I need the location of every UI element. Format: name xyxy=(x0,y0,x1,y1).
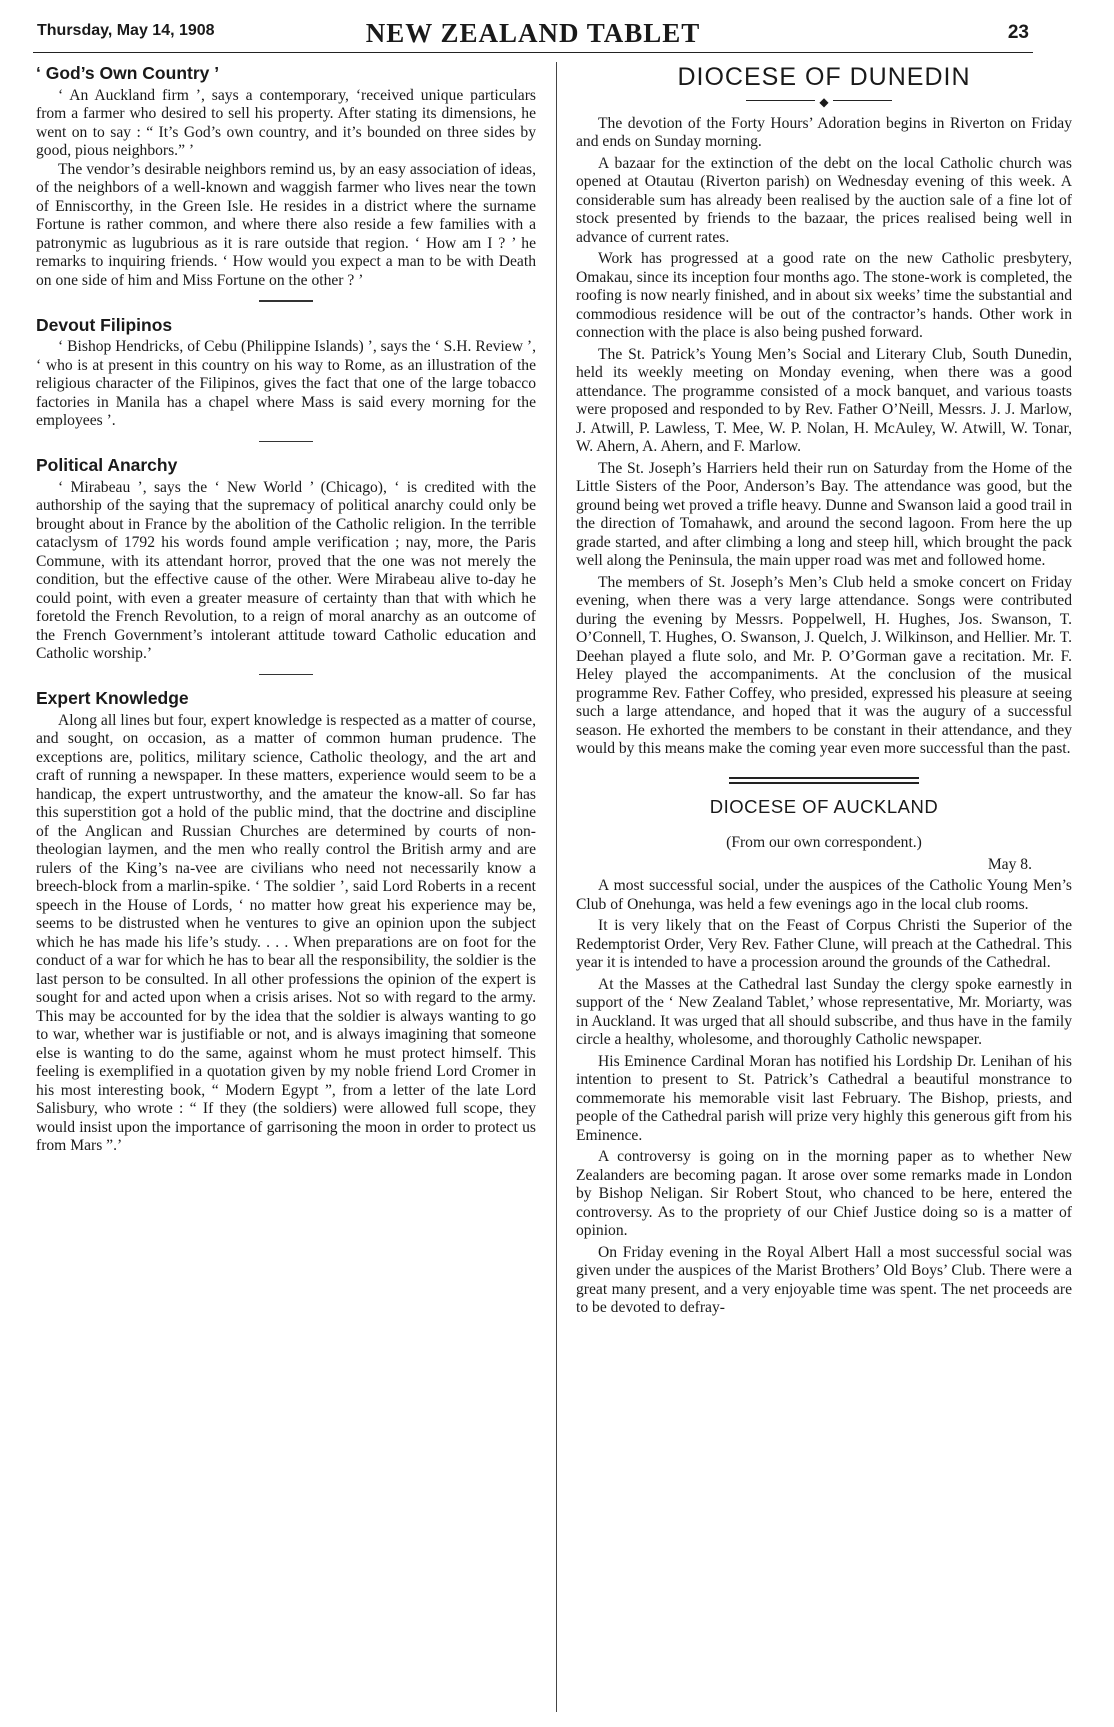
news-paragraph: The members of St. Joseph’s Men’s Club held a smoke concert on Friday evening, when there was a very large attendance. Songs were contributed during the evening by Messrs. Poppelwell, H. Hughes, Jos. Swanson, T. O’Connell, T. Hughes, O. Swanson, J. Quelch, J. Wilkinson, and Hellier. Mr. T. Deehan played a flute solo, and Mr. P. O’Gorman gave a recitation. Mr. F. Heley played the accompaniments. At the conclusion of the musical programme Rev. Father Coffey, who presided, expressed his pleasure at seeing such a large attendance, and hoped that it was the augury of a successful season. He exhorted the members to be constant in their attendance, and they would by this means make the coming year even more successful than the past. xyxy=(576,573,1072,757)
section-heading: Devout Filipinos xyxy=(36,314,173,335)
diocese-heading: DIOCESE OF AUCKLAND xyxy=(709,795,939,817)
article-paragraph: ‘ An Auckland firm ’, says a contemporary, ‘received unique particulars from a farmer who desired to sell his property. After stating its dimensions, he went on to say : “ It’s God’s own country, and it’s bounded on three sides by good, pious neighbors.” ’ xyxy=(36,86,536,159)
news-paragraph: Work has progressed at a good rate on the new Catholic presbytery, Omakau, since its inception four months ago. The stone-work is completed, the roofing is now nearly finished, and in about six weeks’ time the substantial and commodious residence will be out of the contractor’s hands. Other work in connection with the place is also being pushed forward. xyxy=(576,250,1072,341)
news-paragraph: The St. Joseph’s Harriers held their run on Saturday from the Home of the Little Sisters of the Poor, Anderson’s Bay. The attendance was good, but the ground being wet proved a trifle heavy. Dunne and Swanson laid a good trail in the direction of Tomahawk, and around the second lagoon. From here the up grade started, and after climbing a long and steep hill, which brought the pack well along the Peninsula, the main upper road was met and followed home. xyxy=(576,459,1072,569)
heading-ornament xyxy=(576,93,1072,107)
news-paragraph: A most successful social, under the auspices of the Catholic Young Men’s Club of Onehunga, was held a few evenings ago in the local club rooms. xyxy=(576,877,1072,913)
section-heading: Expert Knowledge xyxy=(36,688,189,708)
news-paragraph: On Friday evening in the Royal Albert Hall a most successful social was given under the auspices of the Marist Brothers’ Old Boys’ Club. There were a great many present, and a very enjoyable time was spent. The net proceeds are to be devoted to defray- xyxy=(576,1243,1072,1316)
section-double-rule xyxy=(729,777,919,784)
news-paragraph: His Eminence Cardinal Moran has notified his Lordship Dr. Lenihan of his intention to present to St. Patrick’s Cathedral a beautiful monstrance to commemorate his memorable visit last February. The Bishop, priests, and people of the Cathedral parish will prize very highly this generous gift from his Eminence. xyxy=(576,1052,1072,1144)
left-column xyxy=(36,64,536,1156)
news-paragraph: The St. Patrick’s Young Men’s Social and Literary Club, South Dunedin, held its weekly meeting on Monday evening, when there was a good attendance. The programme consisted of a mock banquet, and various toasts were proposed and responded to by Rev. Father O’Neill, Messrs. J. J. Marlow, J. Atwill, P. Lawless, T. Mee, W. P. Nolan, H. McAuley, W. Atwill, W. Tonar, W. Ahern, A. Ahern, and F. Marlow. xyxy=(576,345,1072,455)
dateline: May 8. xyxy=(987,855,1032,873)
news-paragraph: A controversy is going on in the morning paper as to whether New Zealanders are becoming pagan. It arose over some remarks made in London by Bishop Neligan. Sir Robert Stout, who chanced to be here, entered the controversy. As to the propriety of our Chief Justice doing so is a matter of opinion. xyxy=(576,1148,1072,1239)
correspondent-note: (From our own correspondent.) xyxy=(726,834,922,851)
section-divider xyxy=(259,441,313,443)
article-paragraph: ‘ Bishop Hendricks, of Cebu (Philippine Islands) ’, says the ‘ S.H. Review ’, ‘ who is at present in this country on his way to Rome, as an illustration of the religious character of the Filipinos, gives the fact that one of the large tobacco factories in Manila has a chapel where Mass is said every morning for the employees ’. xyxy=(36,338,536,429)
news-paragraph: A bazaar for the extinction of the debt on the local Catholic church was opened at Otautau (Riverton parish) on Wednesday evening of this week. A considerable sum has already been realised by the auction sale of a fine lot of stock presented by friends to the bazaar, the prices realised being well in advance of current rates. xyxy=(576,154,1072,246)
section-divider xyxy=(259,674,313,676)
article-paragraph: ‘ Mirabeau ’, says the ‘ New World ’ (Chicago), ‘ is credited with the authorship of the saying that the supremacy of political anarchy could only be brought about in France by the abolition of the Catholic religion. In the terrible cataclysm of 1792 his words found ample verification ; nay, more, the Paris Commune, with its attendant horror, proved that the one was not merely the condition, but the effective cause of the other. Were Mirabeau alive to-day he could point, with even a greater measure of certainty than that with which he foretold the French Revolution, to a reign of moral anarchy as an outcome of the French Government’s intolerant attitude toward Catholic education and Catholic worship.’ xyxy=(36,478,536,662)
section-divider xyxy=(259,300,313,302)
diamond-icon: ◆ xyxy=(815,95,832,109)
page-header xyxy=(33,18,1033,53)
section-heading: Political Anarchy xyxy=(36,455,178,475)
page-number: 23 xyxy=(1007,22,1029,43)
column-divider xyxy=(556,62,557,1712)
news-paragraph: The devotion of the Forty Hours’ Adoration begins in Riverton on Friday and ends on Sunday morning. xyxy=(576,114,1072,150)
right-column xyxy=(576,64,1072,1321)
news-paragraph: At the Masses at the Cathedral last Sunday the clergy spoke earnestly in support of the ‘ New Zealand Tablet,’ whose representative, Mr. Moriarty, was in Auckland. It was urged that all should subscribe, and thus have in the family circle a healthy, wholesome, and thoroughly Catholic newspaper. xyxy=(576,975,1072,1048)
article-paragraph: The vendor’s desirable neighbors remind us, by an easy association of ideas, of the neighbors of a well-known and waggish farmer who lives near the town of Enniscorthy, in the Green Isle. He resides in a district where the surname Fortune is rather common, and where there also reside a few families with a patronymic as lugubrious as it is rare outside that region. ‘ How am I ? ’ he remarks to inquiring friends. ‘ How would you expect a man to be with Death on one side of him and Miss Fortune on the other ? ’ xyxy=(36,160,536,289)
issue-date: Thursday, May 14, 1908 xyxy=(37,22,215,39)
article-paragraph: Along all lines but four, expert knowledge is respected as a matter of course, and sought, on occasion, as a matter of common human prudence. The exceptions are, politics, military science, Catholic theology, and the art and craft of running a newspaper. In these matters, experience would seem to be a handicap, the expert untrustworthy, and the amateur the know-all. So far has this superstition got a hold of the public mind, that the doctrine and discipline of the Anglican and Russian Churches are determined by courts of non-theologian laymen, and the men who really control the British army and are rulers of the King’s na-vee are civilians who need not necessarily know a breech-block from a marlin-spike. ‘ The soldier ’, said Lord Roberts in a recent speech in the House of Lords, ‘ no matter how great his experience may be, seems to be distrusted when he ventures to give an opinion upon the subject which he has made his life’s study. . . . When preparations are on foot for the conduct of a war for which he has to bear all the responsibility, the soldier is the last person to be consulted. In all other professions the opinion of the expert is sought for and acted upon when a crisis arises. Not so with regard to the army. This may be accounted for by the idea that the soldier is always wanting to go to war, whether war is justifiable or not, and is always imagining that someone else is wanting to do the same, against whom he must protect himself. This feeling is exemplified in a quotation given by my noble friend Lord Cromer in his most interesting book, “ Modern Egypt ”, from a letter of the late Lord Salisbury, who wrote : “ If they (the soldiers) were allowed full scope, they would insist upon the importance of garrisoning the moon in order to protect us from Mars ”.’ xyxy=(36,711,536,1154)
news-paragraph: It is very likely that on the Feast of Corpus Christi the Superior of the Redemptorist Order, Very Rev. Father Clune, will preach at the Cathedral. This year it is intended to have a procession around the grounds of the Cathedral. xyxy=(576,917,1072,971)
masthead-title: NEW ZEALAND TABLET xyxy=(365,18,701,48)
section-heading: ‘ God’s Own Country ’ xyxy=(36,63,220,83)
diocese-heading: DIOCESE OF DUNEDIN xyxy=(677,63,971,91)
